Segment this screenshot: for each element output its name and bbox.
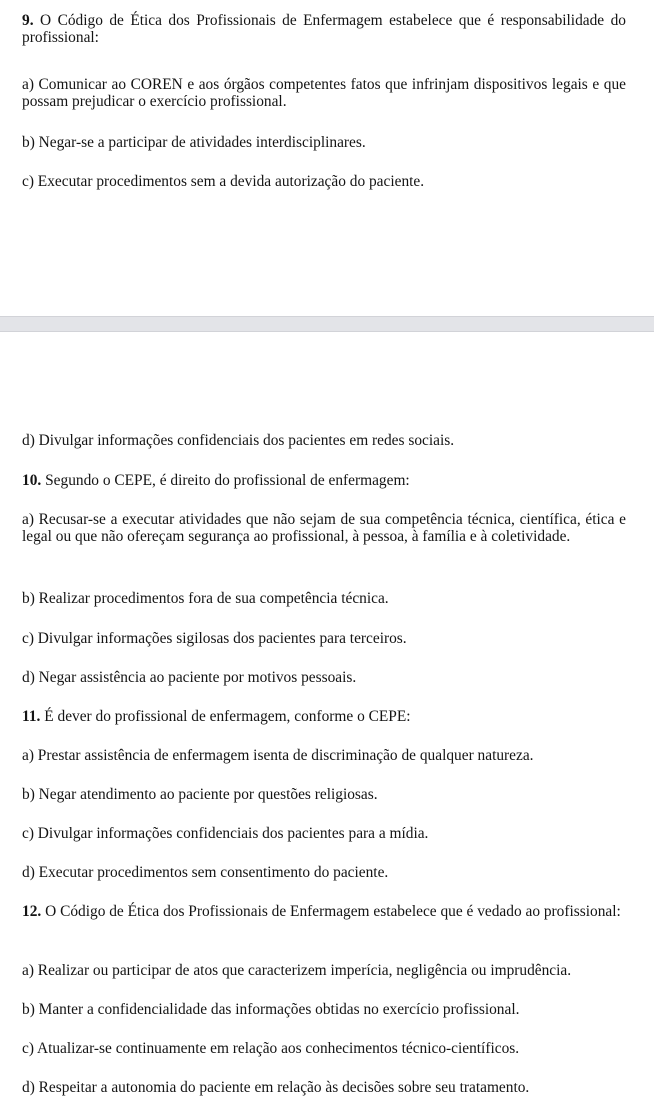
question-10-stem xyxy=(22,472,626,489)
question-11-text: É dever do profissional de enfermagem, conforme o CEPE: xyxy=(44,708,411,725)
question-12-option-a: a) Realizar ou participar de atos que caracterizem imperícia, negligência ou imprudência. xyxy=(22,962,572,979)
question-12-option-d: d) Respeitar a autonomia do paciente em relação às decisões sobre seu tratamento. xyxy=(22,1079,530,1096)
question-10-option-c: c) Divulgar informações sigilosas dos pacientes para terceiros. xyxy=(22,630,407,647)
question-9-option-d: d) Divulgar informações confidenciais dos pacientes em redes sociais. xyxy=(22,432,455,449)
question-12-option-b: b) Manter a confidencialidade das informações obtidas no exercício profissional. xyxy=(22,1001,520,1018)
question-11-number: 11. xyxy=(22,708,41,725)
question-12-number: 12. xyxy=(22,903,42,920)
question-10-option-b: b) Realizar procedimentos fora de sua competência técnica. xyxy=(22,590,389,607)
question-11-option-a: a) Prestar assistência de enfermagem isenta de discriminação de qualquer natureza. xyxy=(22,747,534,764)
question-11-option-b: b) Negar atendimento ao paciente por questões religiosas. xyxy=(22,786,378,803)
question-9-text: O Código de Ética dos Profissionais de Enfermagem estabelece que é responsabilidade do profissional: xyxy=(22,12,626,46)
question-10-text: Segundo o CEPE, é direito do profissional de enfermagem: xyxy=(45,472,410,489)
question-11-stem xyxy=(22,708,626,725)
question-10-number: 10. xyxy=(22,472,42,489)
page-break-divider xyxy=(0,316,654,332)
question-12-text: O Código de Ética dos Profissionais de Enfermagem estabelece que é vedado ao profissional: xyxy=(45,903,621,920)
question-10-option-d: d) Negar assistência ao paciente por motivos pessoais. xyxy=(22,669,357,686)
question-9-option-a: a) Comunicar ao COREN e aos órgãos competentes fatos que infrinjam dispositivos legais e que possam prejudicar o exercício profissional. xyxy=(22,76,626,110)
question-11-option-c: c) Divulgar informações confidenciais dos pacientes para a mídia. xyxy=(22,825,429,842)
question-9-number: 9. xyxy=(22,12,34,29)
question-9-option-c: c) Executar procedimentos sem a devida autorização do paciente. xyxy=(22,173,425,190)
question-11-option-d: d) Executar procedimentos sem consentimento do paciente. xyxy=(22,864,389,881)
question-9-option-b: b) Negar-se a participar de atividades interdisciplinares. xyxy=(22,134,366,151)
question-12-stem xyxy=(22,903,626,920)
question-9-stem xyxy=(22,12,626,46)
question-10-option-a: a) Recusar-se a executar atividades que não sejam de sua competência técnica, científica, ética e legal ou que não ofereçam segurança ao profissional, à pessoa, à família e à coletividade. xyxy=(22,511,626,545)
question-12-option-c: c) Atualizar-se continuamente em relação aos conhecimentos técnico-científicos. xyxy=(22,1040,520,1057)
